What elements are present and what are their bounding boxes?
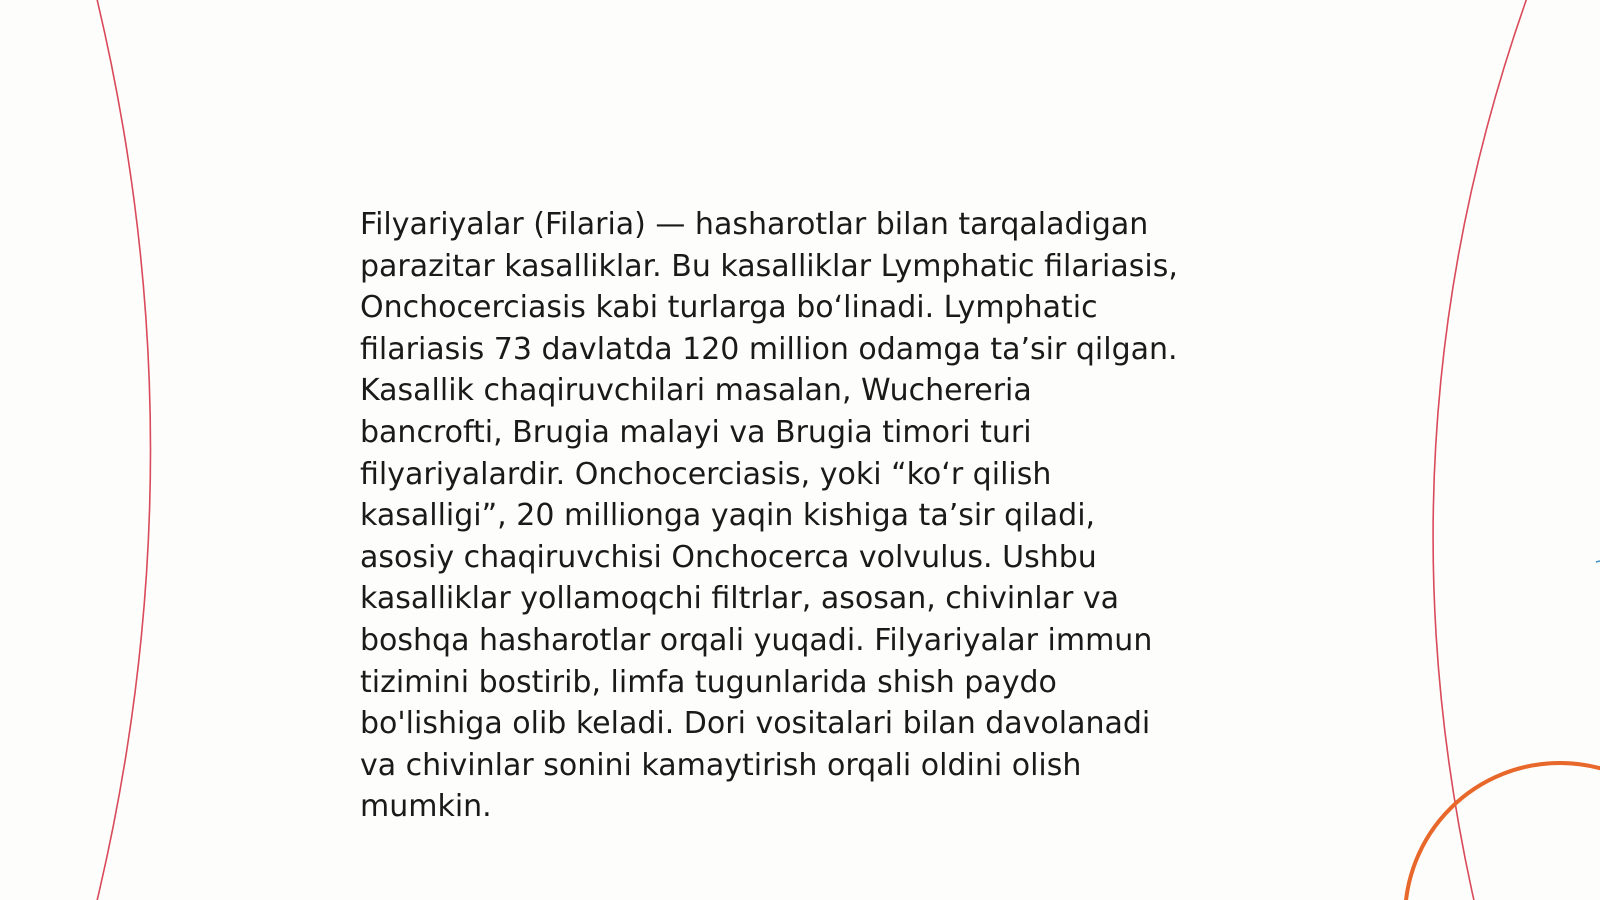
small-blue-mark xyxy=(1596,561,1600,562)
left-curve-line xyxy=(96,0,151,900)
body-line: filariasis 73 davlatda 120 million odamga ta’sir qilgan. xyxy=(360,331,1178,367)
body-line: Onchocerciasis kabi turlarga bo‘linadi. Lymphatic xyxy=(360,290,1098,326)
body-line: kasalligi”, 20 millionga yaqin kishiga ta’sir qiladi, xyxy=(360,498,1096,534)
body-line: Filyariyalar (Filaria) — hasharotlar bilan tarqaladigan xyxy=(360,207,1149,242)
body-line: filyariyalardir. Onchocerciasis, yoki “ko‘r qilish xyxy=(360,456,1052,492)
body-line: tizimini bostirib, limfa tugunlarida shish paydo xyxy=(360,664,1057,700)
body-line: bo'lishiga olib keladi. Dori vositalari bilan davolanadi xyxy=(360,706,1151,742)
body-line: mumkin. xyxy=(360,789,492,825)
body-line: va chivinlar sonini kamaytirish orqali oldini olish xyxy=(360,747,1082,783)
right-curve-line xyxy=(1433,0,1528,900)
body-line: boshqa hasharotlar orqali yuqadi. Filyariyalar immun xyxy=(360,622,1153,658)
body-line: kasalliklar yollamoqchi filtrlar, asosan, chivinlar va xyxy=(360,581,1119,617)
body-line: parazitar kasalliklar. Bu kasalliklar Lymphatic filariasis, xyxy=(360,248,1178,284)
body-line: Kasallik chaqiruvchilari masalan, Wuchereria xyxy=(360,373,1032,409)
orange-arc-circle xyxy=(1405,763,1600,900)
body-line: bancrofti, Brugia malayi va Brugia timori turi xyxy=(360,414,1032,450)
body-text xyxy=(360,204,1260,828)
body-line: asosiy chaqiruvchisi Onchocerca volvulus. Ushbu xyxy=(360,539,1097,575)
